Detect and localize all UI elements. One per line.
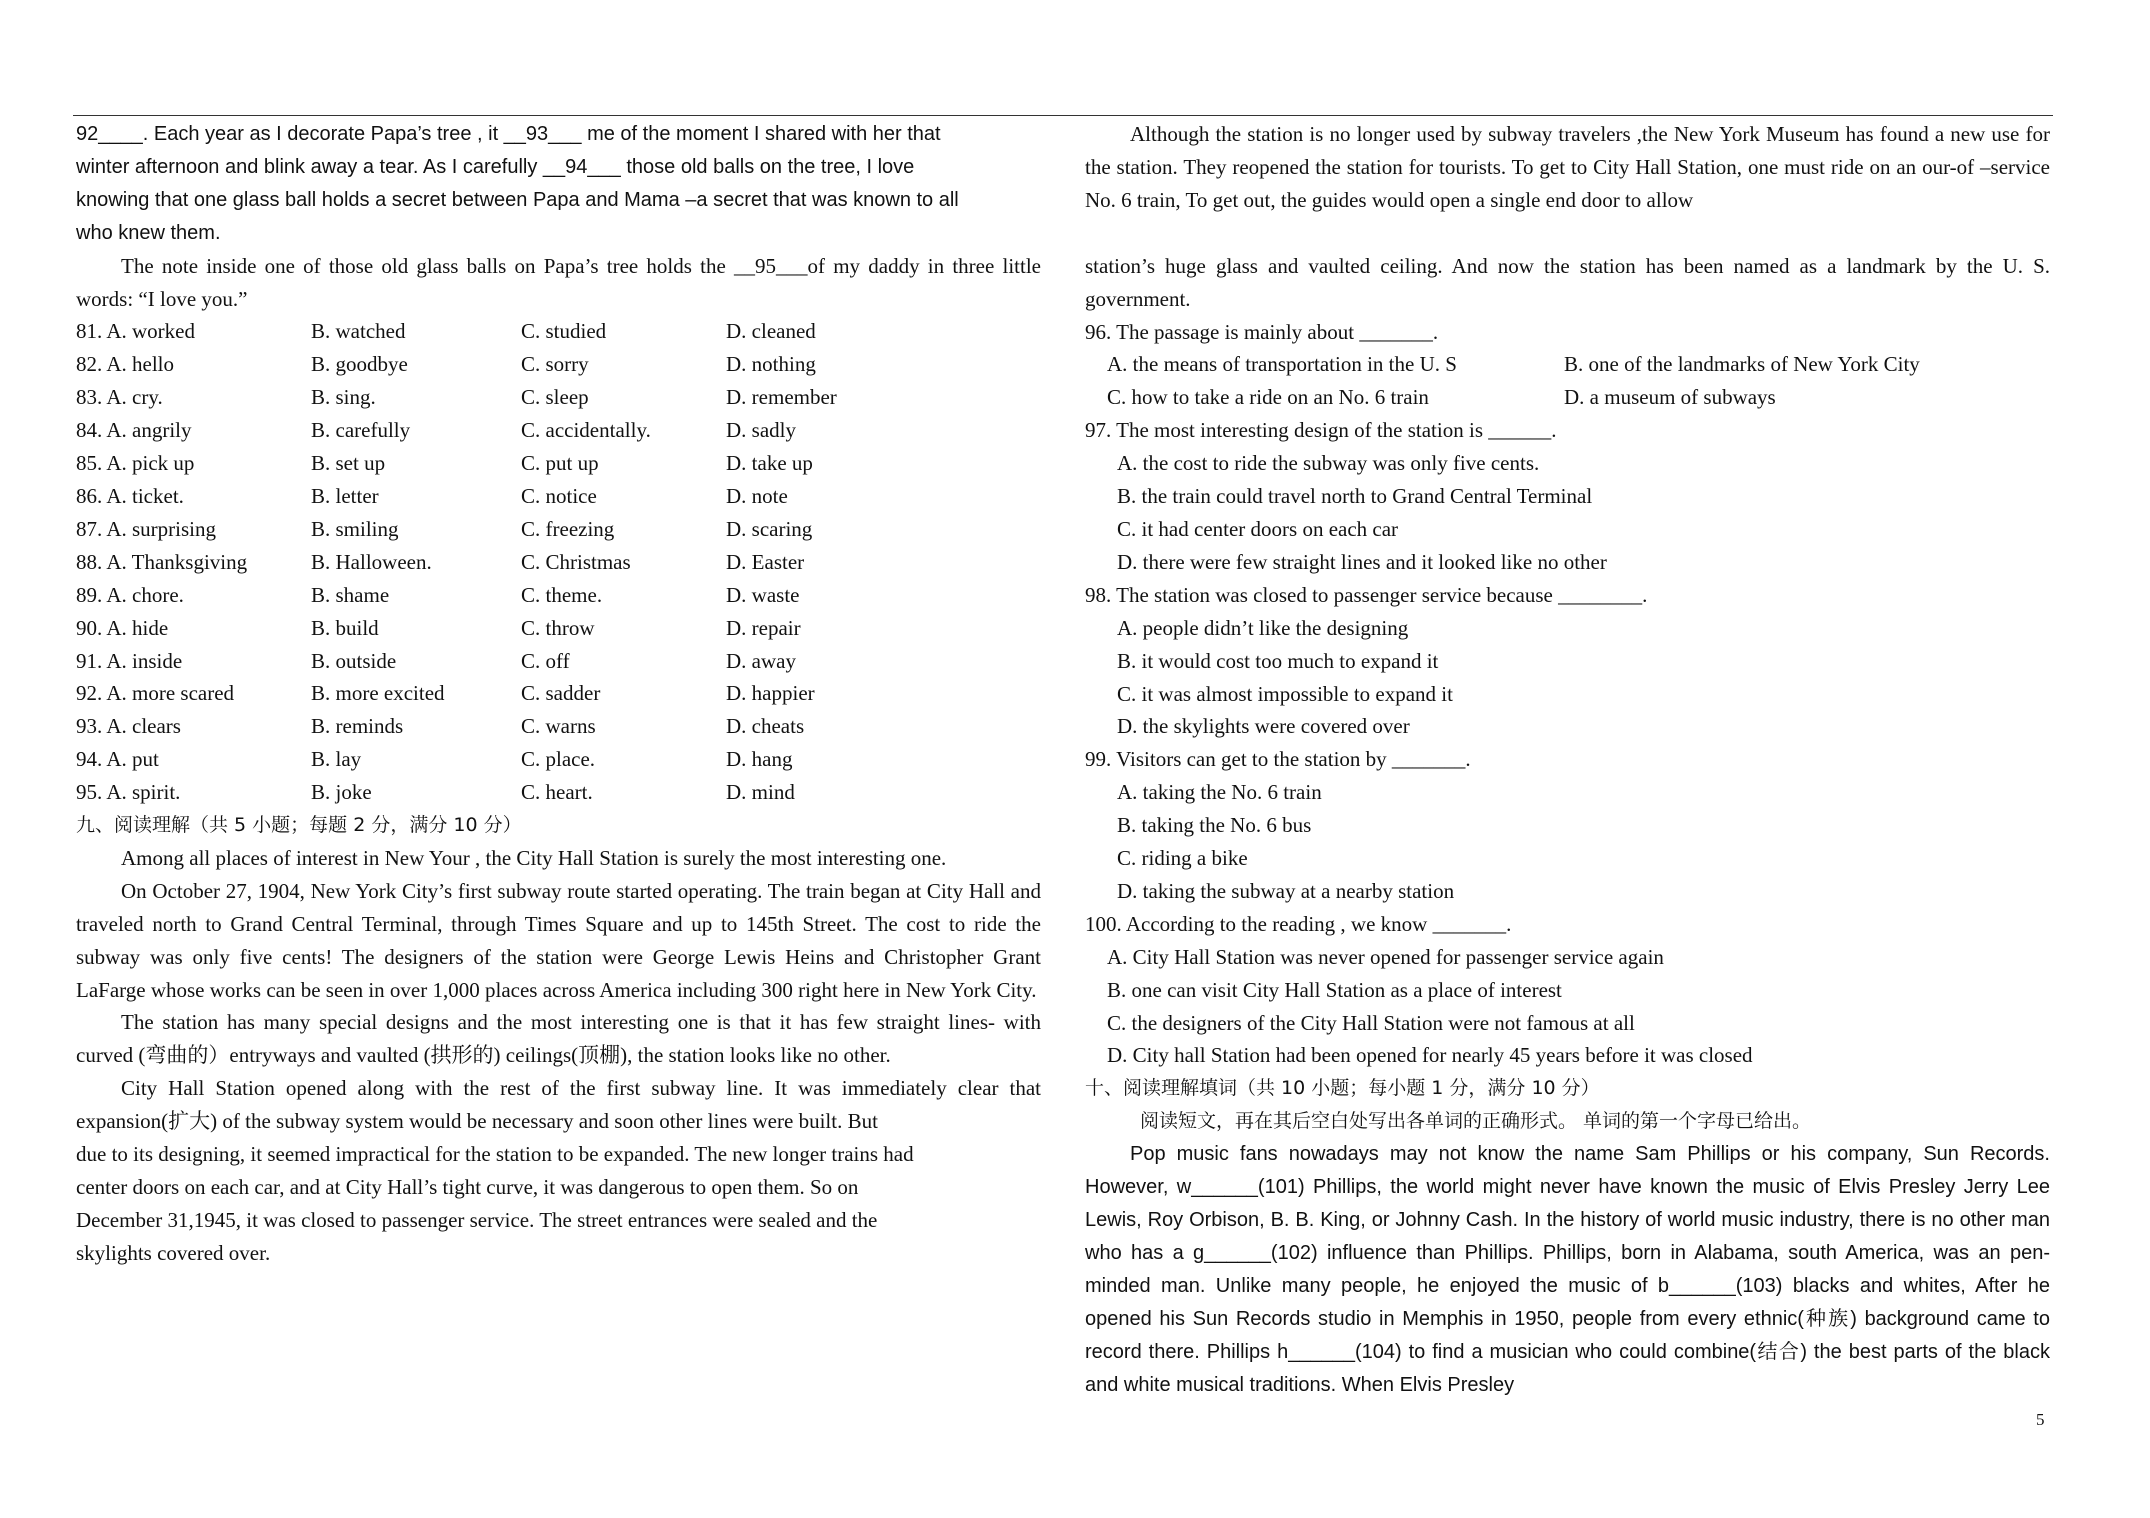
- option: D. the skylights were covered over: [1117, 714, 1410, 739]
- option: B. one can visit City Hall Station as a place of interest: [1107, 977, 1562, 1002]
- option: D. take up: [726, 451, 813, 476]
- option: A. taking the No. 6 train: [1117, 780, 1322, 805]
- option: D. taking the subway at a nearby station: [1117, 878, 1455, 903]
- option: B. Halloween.: [311, 549, 432, 574]
- question-98: 98. The station was closed to passenger service because ________.: [1085, 582, 1648, 607]
- option-row: [76, 447, 1041, 480]
- option: C. put up: [521, 451, 599, 476]
- option: C. off: [521, 648, 570, 673]
- option: C. freezing: [521, 516, 615, 541]
- text-line: December 31,1945, it was closed to passenger service. The street entrances were sealed and the: [76, 1207, 878, 1232]
- option: B. the train could travel north to Grand Central Terminal: [1117, 484, 1593, 509]
- option: D. away: [726, 648, 796, 673]
- option: D. scaring: [726, 516, 813, 541]
- option-row: [76, 546, 1041, 579]
- option: D. Easter: [726, 549, 805, 574]
- option: 95. A. spirit.: [76, 780, 181, 805]
- question-99: 99. Visitors can get to the station by _______.: [1085, 747, 1471, 772]
- blank-line: [1085, 217, 2050, 250]
- option: C. it had center doors on each car: [1117, 516, 1399, 541]
- option: B. joke: [311, 780, 372, 805]
- question-100: 100. According to the reading , we know _______.: [1085, 911, 1512, 936]
- option: 86. A. ticket.: [76, 483, 184, 508]
- option: C. notice: [521, 483, 597, 508]
- text-line: 92____. Each year as I decorate Papa’s tree , it __93___ me of the moment I shared with her that: [76, 123, 941, 145]
- option: B. one of the landmarks of New York City: [1564, 352, 1920, 377]
- option: B. reminds: [311, 714, 404, 739]
- option: 87. A. surprising: [76, 516, 217, 541]
- text-line: who knew them.: [76, 221, 221, 244]
- option: A. City Hall Station was never opened for passenger service again: [1107, 944, 1664, 969]
- option: D. nothing: [726, 352, 816, 377]
- option: C. sorry: [521, 352, 589, 377]
- option: C. it was almost impossible to expand it: [1117, 681, 1453, 706]
- option: B. outside: [311, 648, 397, 673]
- option: B. carefully: [311, 418, 411, 443]
- option-row: [76, 414, 1041, 447]
- option: 92. A. more scared: [76, 681, 235, 706]
- option-row: [76, 612, 1041, 645]
- option: 84. A. angrily: [76, 418, 192, 443]
- option-row: [76, 315, 1041, 348]
- option: D. City hall Station had been opened for nearly 45 years before it was closed: [1107, 1043, 1753, 1068]
- option: D. hang: [726, 747, 793, 772]
- option: B. it would cost too much to expand it: [1117, 648, 1439, 673]
- option: D. there were few straight lines and it looked like no other: [1117, 549, 1607, 574]
- option: 89. A. chore.: [76, 582, 184, 607]
- option: C. the designers of the City Hall Station were not famous at all: [1107, 1010, 1635, 1035]
- reading-paragraph: The station has many special designs and the most interesting one is that it has few straight lines- with curved (弯曲的）entryways and vaulted (拱形的) ceilings(顶棚), the station looks like no other.: [76, 1010, 1041, 1068]
- option: D. mind: [726, 780, 795, 805]
- reading-paragraph: Among all places of interest in New Your , the City Hall Station is surely the most interesting one.: [121, 845, 947, 870]
- option: D. repair: [726, 615, 801, 640]
- text-line: winter afternoon and blink away a tear. As I carefully __94___ those old balls on the tree, I love: [76, 155, 915, 178]
- option: D. a museum of subways: [1564, 385, 1776, 410]
- option: B. taking the No. 6 bus: [1117, 813, 1312, 838]
- option: 94. A. put: [76, 747, 159, 772]
- left-column: [76, 118, 1041, 1270]
- reading-paragraph: station’s huge glass and vaulted ceiling. And now the station has been named as a landmark by the U. S. government.: [1085, 253, 2050, 311]
- option: C. place.: [521, 747, 596, 772]
- option: 90. A. hide: [76, 615, 169, 640]
- option: D. note: [726, 483, 788, 508]
- header-rule: [73, 115, 2053, 116]
- option: B. lay: [311, 747, 362, 772]
- option: 82. A. hello: [76, 352, 174, 377]
- option-row: [76, 743, 1041, 776]
- reading-paragraph: Although the station is no longer used by subway travelers ,the New York Museum has found a new use for the station. They reopened the station for tourists. To get to City Hall Station, one must ride on an our-of –service No. 6 train, To get out, the guides would open a single end door to allow: [1085, 122, 2050, 212]
- option-row: [76, 776, 1041, 809]
- text-line: skylights covered over.: [76, 1240, 271, 1265]
- option: C. warns: [521, 714, 596, 739]
- option: B. watched: [311, 319, 406, 344]
- option: C. throw: [521, 615, 595, 640]
- options-row: [1085, 348, 2050, 381]
- section-9-heading: 九、阅读理解（共 5 小题；每题 2 分，满分 10 分）: [76, 814, 522, 837]
- option: B. letter: [311, 483, 379, 508]
- option: B. goodbye: [311, 352, 408, 377]
- option: D. cheats: [726, 714, 805, 739]
- reading-paragraph: On October 27, 1904, New York City’s first subway route started operating. The train began at City Hall and traveled north to Grand Central Terminal, through Times Square and up to 145th Street. The cost to ride the subway was only five cents! The designers of the station were George Lewis Heins and Christopher Grant LaFarge whose works can be seen in over 1,000 places across America including 300 right here in New York City.: [76, 878, 1041, 1002]
- option: C. heart.: [521, 780, 593, 805]
- option: C. sleep: [521, 385, 589, 410]
- section-10-instruction: 阅读短文，再在其后空白处写出各单词的正确形式。 单词的第一个字母已给出。: [1140, 1110, 1812, 1133]
- pop-music-passage: Pop music fans nowadays may not know the name Sam Phillips or his company, Sun Records. However, w______(101) Phillips, the world might never have known the music of Elvis Presley Jerry Lee Lewis, Roy Orbison, B. B. King, or Johnny Cash. In the history of world music industry, there is no other man who has a g______(102) influence than Phillips. Phillips, born in Alabama, south America, was an pen-minded man. Unlike many people, he enjoyed the music of b______(103) blacks and whites, After he opened his Sun Records studio in Memphis in 1950, people from every ethnic(种族) background came to record there. Phillips h______(104) to find a musician who could combine(结合) the best parts of the black and white musical traditions. When Elvis Presley: [1085, 1143, 2050, 1396]
- text-line: knowing that one glass ball holds a secret between Papa and Mama –a secret that was known to all: [76, 188, 959, 211]
- text-line: due to its designing, it seemed impractical for the station to be expanded. The new longer trains had: [76, 1142, 914, 1167]
- option: C. how to take a ride on an No. 6 train: [1107, 385, 1429, 410]
- option-row: [76, 513, 1041, 546]
- option: C. studied: [521, 319, 607, 344]
- option: 91. A. inside: [76, 648, 183, 673]
- option: A. the means of transportation in the U. S: [1107, 352, 1457, 377]
- option-row: [76, 710, 1041, 743]
- option-row: [76, 381, 1041, 414]
- option-row: [76, 645, 1041, 678]
- option: A. the cost to ride the subway was only five cents.: [1117, 451, 1540, 476]
- option: 83. A. cry.: [76, 385, 163, 410]
- option-row: [76, 480, 1041, 513]
- option: C. riding a bike: [1117, 846, 1248, 871]
- cloze-closing-paragraph: The note inside one of those old glass balls on Papa’s tree holds the __95___of my daddy in three little words: “I love you.”: [76, 253, 1041, 311]
- reading-paragraph-tail: [76, 1138, 1041, 1270]
- option: D. cleaned: [726, 319, 816, 344]
- option: B. smiling: [311, 516, 399, 541]
- option: B. set up: [311, 451, 386, 476]
- question-96: 96. The passage is mainly about _______.: [1085, 319, 1439, 344]
- option: C. accidentally.: [521, 418, 651, 443]
- option: D. happier: [726, 681, 815, 706]
- option: D. waste: [726, 582, 800, 607]
- option: C. sadder: [521, 681, 601, 706]
- reading-paragraph: City Hall Station opened along with the rest of the first subway line. It was immediately clear that expansion(扩大) of the subway system would be necessary and soon other lines were built. But: [76, 1076, 1041, 1134]
- option: D. sadly: [726, 418, 796, 443]
- option: B. build: [311, 615, 379, 640]
- option: C. Christmas: [521, 549, 631, 574]
- option: 81. A. worked: [76, 319, 195, 344]
- option: B. shame: [311, 582, 390, 607]
- section-10-heading: 十、阅读理解填词（共 10 小题；每小题 1 分，满分 10 分）: [1085, 1077, 1600, 1100]
- option: A. people didn’t like the designing: [1117, 615, 1409, 640]
- option: 85. A. pick up: [76, 451, 195, 476]
- page-number: 5: [2036, 1410, 2045, 1429]
- question-97: 97. The most interesting design of the station is ______.: [1085, 418, 1557, 443]
- cloze-options: [76, 315, 1041, 809]
- text-line: center doors on each car, and at City Hall’s tight curve, it was dangerous to open them. So on: [76, 1175, 859, 1199]
- option: D. remember: [726, 385, 837, 410]
- option-row: [76, 677, 1041, 710]
- option: C. theme.: [521, 582, 603, 607]
- option: B. more excited: [311, 681, 445, 706]
- option: B. sing.: [311, 385, 376, 410]
- right-column: [1085, 118, 2050, 1401]
- options-row: [1085, 381, 2050, 414]
- option-row: [76, 579, 1041, 612]
- option-row: [76, 348, 1041, 381]
- option: 93. A. clears: [76, 714, 181, 739]
- option: 88. A. Thanksgiving: [76, 549, 248, 574]
- cloze-passage-end: [76, 118, 1041, 250]
